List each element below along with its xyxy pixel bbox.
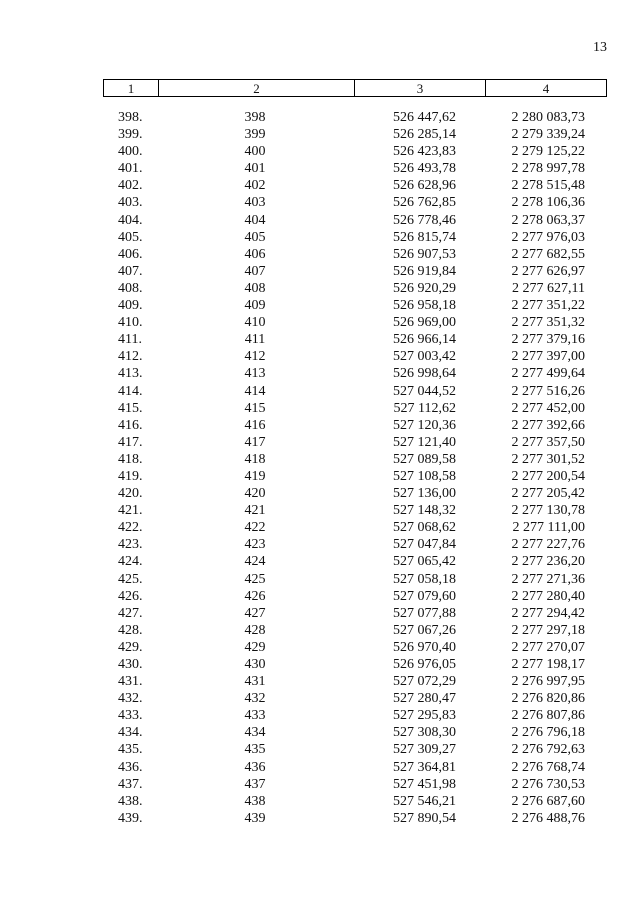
coordinate-y-cell: 2 277 397,00 <box>511 349 585 365</box>
point-id-cell: 415 <box>244 400 266 416</box>
coordinate-x-cell: 527 546,21 <box>393 793 456 809</box>
coordinate-x-cell: 527 121,40 <box>393 434 456 450</box>
table-row <box>0 212 640 229</box>
point-id-cell: 438 <box>244 793 266 809</box>
coordinate-y-cell: 2 277 351,22 <box>511 298 585 314</box>
point-id-cell: 435 <box>244 742 266 758</box>
coordinate-x-cell: 526 815,74 <box>393 229 456 245</box>
coordinate-x-cell: 527 077,88 <box>393 605 456 621</box>
row-number-cell: 409. <box>118 298 143 314</box>
coordinate-y-cell: 2 276 768,74 <box>511 759 585 775</box>
row-number-cell: 430. <box>118 657 143 672</box>
point-id-cell: 398 <box>244 110 266 125</box>
coordinate-x-cell: 527 065,42 <box>393 554 456 570</box>
table-row <box>0 485 640 502</box>
coordinate-x-cell: 527 136,00 <box>393 486 456 502</box>
row-number-cell: 398. <box>118 110 143 125</box>
row-number-cell: 424. <box>118 554 143 570</box>
header-cell-2: 2 <box>158 80 354 96</box>
coordinate-y-cell: 2 277 976,03 <box>511 229 585 245</box>
point-id-cell: 423 <box>244 537 266 553</box>
coordinate-y-cell: 2 277 297,18 <box>511 622 585 638</box>
coordinate-x-cell: 526 998,64 <box>393 366 456 382</box>
row-number-cell: 422. <box>118 520 143 536</box>
table-row <box>0 605 640 622</box>
point-id-cell: 432 <box>244 691 266 707</box>
coordinate-x-cell: 526 920,29 <box>393 280 456 296</box>
coordinate-x-cell: 526 958,18 <box>393 298 456 314</box>
row-number-cell: 401. <box>118 161 143 177</box>
row-number-cell: 431. <box>118 674 143 690</box>
point-id-cell: 409 <box>244 298 266 314</box>
coordinate-x-cell: 527 079,60 <box>393 588 456 604</box>
row-number-cell: 415. <box>118 400 143 416</box>
row-number-cell: 423. <box>118 537 143 553</box>
table-row <box>0 553 640 570</box>
point-id-cell: 431 <box>244 674 266 690</box>
header-cell-1: 1 <box>127 80 135 96</box>
row-number-cell: 414. <box>118 383 143 399</box>
coordinate-y-cell: 2 277 271,36 <box>511 571 585 587</box>
point-id-cell: 406 <box>244 246 266 262</box>
table-row <box>0 793 640 810</box>
coordinate-y-cell: 2 277 351,32 <box>511 315 585 331</box>
table-row <box>0 519 640 536</box>
table-row <box>0 143 640 160</box>
row-number-cell: 417. <box>118 434 143 450</box>
row-number-cell: 399. <box>118 127 143 143</box>
point-id-cell: 417 <box>244 434 266 450</box>
row-number-cell: 434. <box>118 725 143 741</box>
coordinate-y-cell: 2 277 357,50 <box>511 434 585 450</box>
coordinate-x-cell: 527 295,83 <box>393 708 456 724</box>
row-number-cell: 436. <box>118 759 143 775</box>
point-id-cell: 434 <box>244 725 266 741</box>
coordinate-y-cell: 2 278 063,37 <box>511 212 585 228</box>
header-cell-3: 3 <box>354 80 485 96</box>
coordinate-x-cell: 526 762,85 <box>393 195 456 211</box>
coordinate-y-cell: 2 276 488,76 <box>511 810 585 826</box>
point-id-cell: 424 <box>244 554 266 570</box>
point-id-cell: 433 <box>244 708 266 724</box>
coordinate-x-cell: 527 120,36 <box>393 417 456 433</box>
coordinate-x-cell: 527 068,62 <box>393 520 456 536</box>
coordinate-x-cell: 527 047,84 <box>393 537 456 553</box>
table-row <box>0 383 640 400</box>
coordinate-y-cell: 2 277 227,76 <box>511 537 585 553</box>
coordinate-y-cell: 2 277 452,00 <box>511 400 585 416</box>
coordinate-y-cell: 2 277 236,20 <box>511 554 585 570</box>
coordinate-x-cell: 527 308,30 <box>393 725 456 741</box>
point-id-cell: 401 <box>244 161 266 177</box>
coordinate-x-cell: 526 628,96 <box>393 178 456 194</box>
coordinate-x-cell: 526 423,83 <box>393 144 456 160</box>
coordinate-y-cell: 2 276 730,53 <box>511 776 585 792</box>
point-id-cell: 430 <box>244 657 266 672</box>
coordinate-x-cell: 527 067,26 <box>393 622 456 638</box>
coordinate-x-cell: 527 280,47 <box>393 691 456 707</box>
row-number-cell: 438. <box>118 793 143 809</box>
table-row <box>0 588 640 605</box>
row-number-cell: 413. <box>118 366 143 382</box>
coordinate-y-cell: 2 276 792,63 <box>511 742 585 758</box>
point-id-cell: 420 <box>244 486 266 502</box>
coordinate-x-cell: 526 493,78 <box>393 161 456 177</box>
coordinate-y-cell: 2 279 125,22 <box>511 144 585 160</box>
coordinate-y-cell: 2 277 280,40 <box>511 588 585 604</box>
coordinate-x-cell: 526 970,40 <box>393 639 456 655</box>
header-cell-4: 4 <box>485 80 606 96</box>
coordinate-x-cell: 527 451,98 <box>393 776 456 792</box>
coordinate-x-cell: 527 003,42 <box>393 349 456 365</box>
coordinate-y-cell: 2 278 997,78 <box>511 161 585 177</box>
coordinate-y-cell: 2 277 130,78 <box>511 503 585 519</box>
table-row <box>0 365 640 382</box>
table-row <box>0 759 640 776</box>
row-number-cell: 400. <box>118 144 143 160</box>
coordinate-x-cell: 526 976,05 <box>393 657 456 672</box>
row-number-cell: 428. <box>118 622 143 638</box>
row-number-cell: 433. <box>118 708 143 724</box>
row-number-cell: 412. <box>118 349 143 365</box>
table-row <box>0 810 640 827</box>
coordinate-x-cell: 526 285,14 <box>393 127 456 143</box>
point-id-cell: 437 <box>244 776 266 792</box>
table-row <box>0 263 640 280</box>
point-id-cell: 410 <box>244 315 266 331</box>
coordinate-y-cell: 2 276 807,86 <box>511 708 585 724</box>
table-row <box>0 724 640 741</box>
table-row <box>0 229 640 246</box>
point-id-cell: 436 <box>244 759 266 775</box>
table-row <box>0 536 640 553</box>
table-row <box>0 776 640 793</box>
row-number-cell: 416. <box>118 417 143 433</box>
coordinate-x-cell: 527 089,58 <box>393 451 456 467</box>
table-row <box>0 451 640 468</box>
row-number-cell: 437. <box>118 776 143 792</box>
row-number-cell: 420. <box>118 486 143 502</box>
row-number-cell: 407. <box>118 263 143 279</box>
table-row <box>0 348 640 365</box>
coordinate-y-cell: 2 277 294,42 <box>511 605 585 621</box>
table-row <box>0 656 640 673</box>
row-number-cell: 426. <box>118 588 143 604</box>
row-number-cell: 405. <box>118 229 143 245</box>
coordinate-y-cell: 2 277 499,64 <box>511 366 585 382</box>
coordinate-y-cell: 2 276 687,60 <box>511 793 585 809</box>
coordinate-y-cell: 2 277 301,52 <box>511 451 585 467</box>
table-row <box>0 194 640 211</box>
point-id-cell: 412 <box>244 349 266 365</box>
table-row <box>0 246 640 263</box>
row-number-cell: 403. <box>118 195 143 211</box>
table-row <box>0 160 640 177</box>
coordinate-y-cell: 2 276 796,18 <box>511 725 585 741</box>
point-id-cell: 400 <box>244 144 266 160</box>
coordinate-x-cell: 526 778,46 <box>393 212 456 228</box>
point-id-cell: 429 <box>244 639 266 655</box>
table-row <box>0 434 640 451</box>
table-row <box>0 417 640 434</box>
row-number-cell: 425. <box>118 571 143 587</box>
coordinate-x-cell: 527 148,32 <box>393 503 456 519</box>
coordinate-y-cell: 2 277 198,17 <box>511 657 585 672</box>
row-number-cell: 406. <box>118 246 143 262</box>
point-id-cell: 411 <box>244 332 266 348</box>
point-id-cell: 425 <box>244 571 266 587</box>
row-number-cell: 411. <box>118 332 142 348</box>
point-id-cell: 419 <box>244 468 266 484</box>
point-id-cell: 414 <box>244 383 266 399</box>
coordinate-y-cell: 2 279 339,24 <box>511 127 585 143</box>
coordinate-y-cell: 2 277 392,66 <box>511 417 585 433</box>
table-row <box>0 741 640 758</box>
table-row <box>0 707 640 724</box>
point-id-cell: 422 <box>244 520 266 536</box>
point-id-cell: 428 <box>244 622 266 638</box>
table-row <box>0 571 640 588</box>
row-number-cell: 404. <box>118 212 143 228</box>
coordinate-y-cell: 2 277 516,26 <box>511 383 585 399</box>
row-number-cell: 410. <box>118 315 143 331</box>
table-row <box>0 280 640 297</box>
row-number-cell: 418. <box>118 451 143 467</box>
point-id-cell: 402 <box>244 178 266 194</box>
coordinate-y-cell: 2 276 820,86 <box>511 691 585 707</box>
coordinate-table-body <box>0 109 640 827</box>
coordinate-y-cell: 2 277 270,07 <box>511 639 585 655</box>
table-row <box>0 468 640 485</box>
point-id-cell: 405 <box>244 229 266 245</box>
point-id-cell: 426 <box>244 588 266 604</box>
coordinate-x-cell: 527 072,29 <box>393 674 456 690</box>
row-number-cell: 427. <box>118 605 143 621</box>
coordinate-x-cell: 526 919,84 <box>393 263 456 279</box>
coordinate-x-cell: 527 058,18 <box>393 571 456 587</box>
page-number: 13 <box>593 40 607 55</box>
table-row <box>0 673 640 690</box>
coordinate-x-cell: 526 907,53 <box>393 246 456 262</box>
row-number-cell: 421. <box>118 503 143 519</box>
table-row <box>0 502 640 519</box>
point-id-cell: 404 <box>244 212 266 228</box>
table-row <box>0 639 640 656</box>
coordinate-y-cell: 2 278 515,48 <box>511 178 585 194</box>
table-row <box>0 126 640 143</box>
coordinate-x-cell: 526 969,00 <box>393 315 456 331</box>
point-id-cell: 421 <box>244 503 266 519</box>
row-number-cell: 435. <box>118 742 143 758</box>
point-id-cell: 413 <box>244 366 266 382</box>
coordinate-x-cell: 526 447,62 <box>393 110 456 125</box>
coordinate-y-cell: 2 277 626,97 <box>511 263 585 279</box>
coordinate-y-cell: 2 277 379,16 <box>511 332 585 348</box>
row-number-cell: 432. <box>118 691 143 707</box>
point-id-cell: 399 <box>244 127 266 143</box>
coordinate-x-cell: 527 044,52 <box>393 383 456 399</box>
table-row <box>0 331 640 348</box>
coordinate-y-cell: 2 277 627,11 <box>512 280 585 296</box>
point-id-cell: 408 <box>244 280 266 296</box>
table-row <box>0 690 640 707</box>
row-number-cell: 402. <box>118 178 143 194</box>
coordinate-x-cell: 527 108,58 <box>393 468 456 484</box>
point-id-cell: 403 <box>244 195 266 211</box>
table-row <box>0 314 640 331</box>
point-id-cell: 427 <box>244 605 266 621</box>
point-id-cell: 407 <box>244 263 266 279</box>
coordinate-y-cell: 2 280 083,73 <box>511 110 585 125</box>
table-row <box>0 177 640 194</box>
table-header-row <box>103 79 607 97</box>
table-row <box>0 297 640 314</box>
coordinate-x-cell: 526 966,14 <box>393 332 456 348</box>
coordinate-y-cell: 2 277 205,42 <box>511 486 585 502</box>
coordinate-y-cell: 2 277 111,00 <box>512 520 585 536</box>
point-id-cell: 418 <box>244 451 266 467</box>
point-id-cell: 416 <box>244 417 266 433</box>
table-row <box>0 622 640 639</box>
row-number-cell: 439. <box>118 810 143 826</box>
coordinate-x-cell: 527 309,27 <box>393 742 456 758</box>
coordinate-y-cell: 2 278 106,36 <box>511 195 585 211</box>
coordinate-y-cell: 2 277 200,54 <box>511 468 585 484</box>
coordinate-x-cell: 527 364,81 <box>393 759 456 775</box>
coordinate-y-cell: 2 277 682,55 <box>511 246 585 262</box>
table-row <box>0 400 640 417</box>
coordinate-x-cell: 527 112,62 <box>393 400 456 416</box>
row-number-cell: 408. <box>118 280 143 296</box>
point-id-cell: 439 <box>244 810 266 826</box>
coordinate-x-cell: 527 890,54 <box>393 810 456 826</box>
row-number-cell: 429. <box>118 639 143 655</box>
coordinate-y-cell: 2 276 997,95 <box>511 674 585 690</box>
table-row <box>0 109 640 126</box>
row-number-cell: 419. <box>118 468 143 484</box>
